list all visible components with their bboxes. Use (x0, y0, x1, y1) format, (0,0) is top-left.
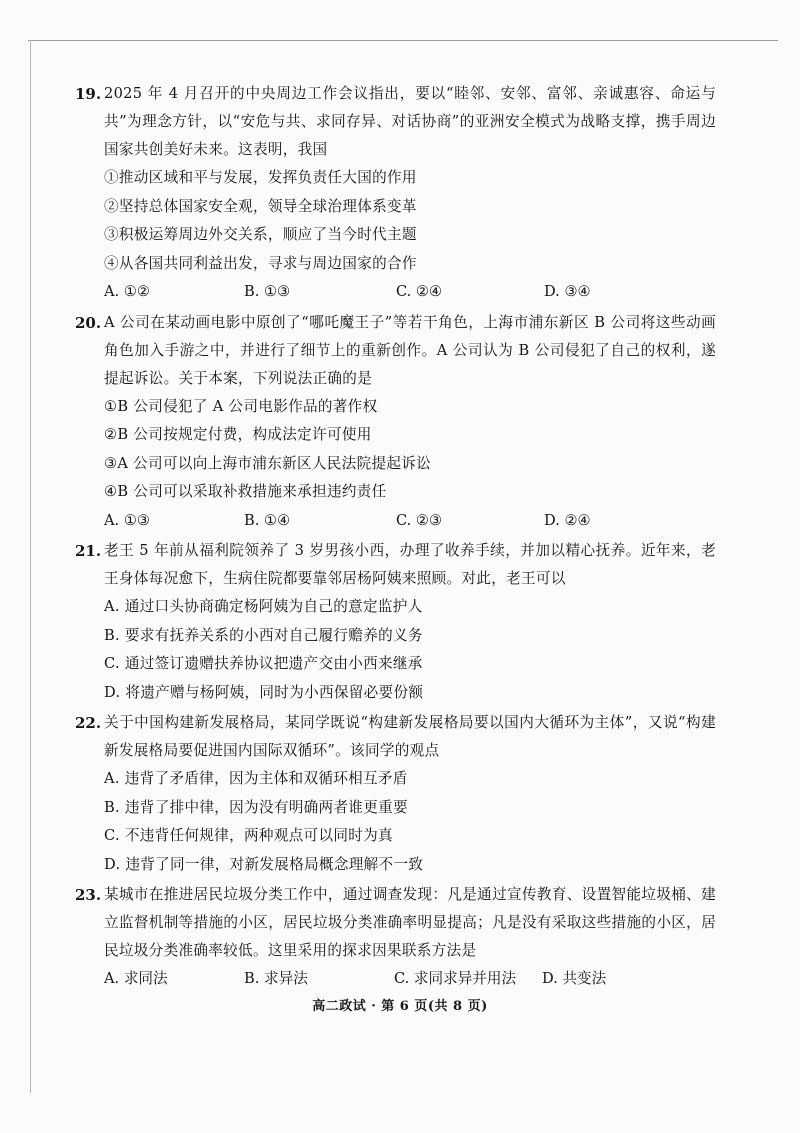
choice-d: D. 将遗产赠与杨阿姨，同时为小西保留必要份额 (104, 683, 424, 701)
answer-choices (104, 965, 716, 994)
statement-item: ④B 公司可以采取补救措施来承担违约责任 (104, 483, 387, 500)
statement-item: ①推动区域和平与发展，发挥负责任大国的作用 (104, 169, 417, 186)
statement-item: ③积极运筹周边外交关系，顺应了当今时代主题 (104, 226, 417, 243)
question-number: 20. (75, 313, 102, 332)
choice-d: D. 共变法 (542, 970, 607, 987)
choice-c: C. 不违背任何规律，两种观点可以同时为真 (104, 827, 393, 844)
question-number: 21. (75, 542, 102, 560)
choice-c: C. 通过签订遗赠扶养协议把遗产交由小西来继承 (104, 655, 423, 672)
choice-b: B. ①③ (244, 283, 291, 300)
choice-b: B. 要求有抚养关系的小西对自己履行赡养的义务 (104, 626, 423, 644)
question-number: 19. (75, 85, 102, 103)
choice-a: A. 求同法 (104, 970, 168, 987)
choice-d: D. ③④ (544, 283, 591, 300)
question-list (75, 80, 716, 996)
question-22 (75, 709, 716, 879)
scan-border-left (30, 40, 31, 1093)
answer-choices (104, 507, 716, 536)
statement-item: ①B 公司侵犯了 A 公司电影作品的著作权 (104, 397, 378, 415)
question-number: 23. (75, 886, 102, 904)
choice-c: C. ②③ (396, 511, 443, 529)
choice-b: B. 求异法 (244, 970, 308, 987)
question-stem: 某城市在推进居民垃圾分类工作中，通过调查发现：凡是通过宣传教育、设置智能垃圾桶、建立监督机制等措施的小区，居民垃圾分类准确率明显提高；凡是没有采取这些措施的小区，居民垃圾分类准确率较低。这里采用的探求因果联系方法是 (104, 886, 716, 959)
answer-choices (104, 278, 716, 307)
choice-d: D. 违背了同一律，对新发展格局概念理解不一致 (104, 855, 424, 873)
question-stem: 关于中国构建新发展格局，某同学既说“构建新发展格局要以国内大循环为主体”，又说“构建新发展格局要促进国内国际双循环”。该同学的观点 (104, 714, 716, 759)
question-stem: 老王 5 年前从福利院领养了 3 岁男孩小西，办理了收养手续，并加以精心抚养。近年来，老王身体每况愈下，生病住院都要靠邻居杨阿姨来照顾。对此，老王可以 (104, 542, 716, 587)
choice-b: B. 违背了排中律，因为没有明确两者谁更重要 (104, 798, 408, 816)
statement-item: ④从各国共同利益出发，寻求与周边国家的合作 (104, 254, 417, 272)
statement-item: ③A 公司可以向上海市浦东新区人民法院提起诉讼 (104, 454, 432, 472)
question-21 (75, 537, 716, 707)
page-footer: 高二政试 · 第 6 页(共 8 页) (312, 999, 488, 1014)
choice-b: B. ①④ (244, 511, 291, 529)
question-stem: A 公司在某动画电影中原创了“哪吒魔王子”等若干角色，上海市浦东新区 B 公司将这些动画角色加入手游之中，并进行了细节上的重新创作。A 公司认为 B 公司侵犯了自己的权利，遂提起诉讼。关于本案，下列说法正确的是 (104, 313, 716, 387)
statement-item: ②B 公司按规定付费，构成法定许可使用 (104, 426, 372, 443)
choice-a: A. 违背了矛盾律，因为主体和双循环相互矛盾 (104, 770, 408, 787)
question-20 (75, 309, 716, 536)
choice-c: C. ②④ (396, 283, 443, 300)
choice-c: C. 求同求异并用法 (394, 970, 517, 987)
question-number: 22. (75, 714, 102, 732)
choice-a: A. 通过口头协商确定杨阿姨为自己的意定监护人 (104, 598, 423, 615)
choice-a: A. ①③ (104, 511, 150, 529)
choice-d: D. ②④ (544, 511, 591, 529)
question-stem: 2025 年 4 月召开的中央周边工作会议指出，要以“睦邻、安邻、富邻、亲诚惠容、命运与共”为理念方针，以“安危与共、求同存异、对话协商”的亚洲安全模式为战略支撑，携手周边国家共创美好未来。这表明，我国 (104, 85, 716, 158)
question-19 (75, 80, 716, 307)
question-23 (75, 881, 716, 994)
choice-a: A. ①② (104, 283, 150, 300)
scan-border-top (28, 40, 778, 41)
statement-item: ②坚持总体国家安全观，领导全球治理体系变革 (104, 197, 417, 215)
